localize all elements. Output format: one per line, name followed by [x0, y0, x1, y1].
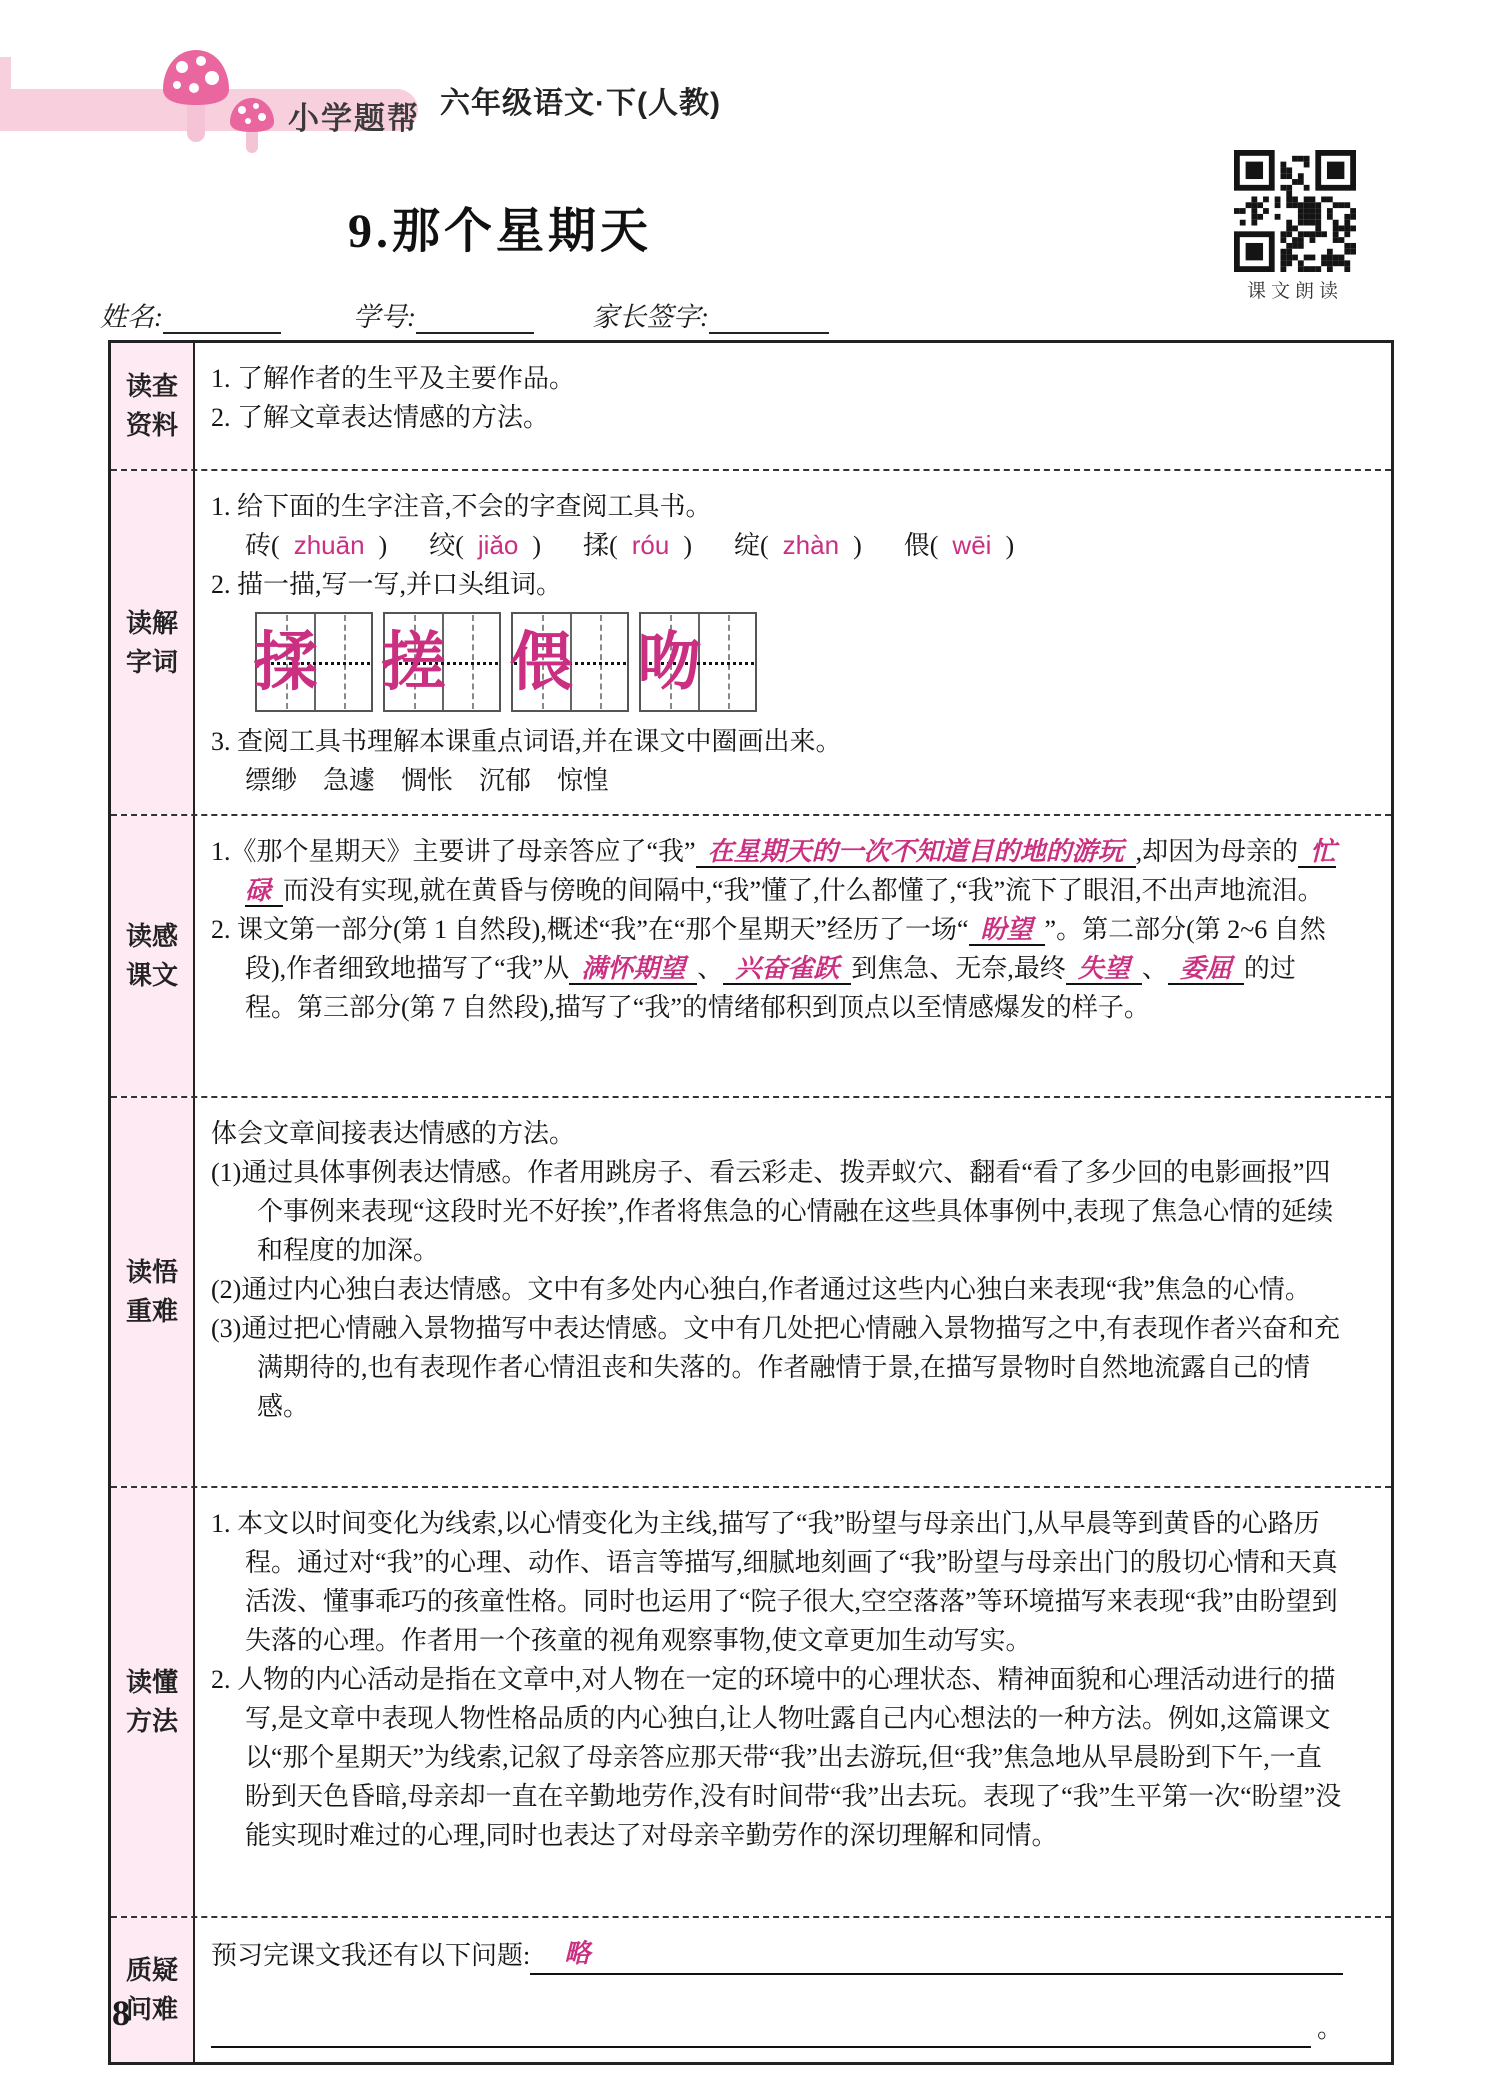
- writing-grid-cell: [509, 614, 574, 710]
- printed-text: ”。第二部分(第 2~6 自然段),作者细致地描写了“我”从: [245, 915, 1326, 983]
- section-label-cell: [111, 1918, 195, 2062]
- section-content: [195, 1918, 1391, 2062]
- fill-in-answer: 委屈: [1168, 954, 1244, 985]
- pinyin-entry: 揉( róu ): [583, 530, 692, 560]
- model-character: 揉: [253, 626, 318, 698]
- pinyin-entry: 绽( zhàn ): [733, 530, 862, 560]
- writing-grid-cell: [637, 614, 702, 710]
- section-content: [195, 1488, 1391, 1916]
- fill-in-answer: 兴奋雀跃: [723, 954, 851, 985]
- printed-text: 、: [697, 954, 724, 983]
- mushroom-icon: [228, 96, 276, 159]
- writing-grid-row: [255, 612, 1343, 712]
- section-check-materials: [111, 343, 1391, 469]
- section-label: 质疑问难: [125, 1955, 178, 2024]
- section-label-cell: [111, 471, 195, 814]
- printed-text: 1.《那个星期天》主要讲了母亲答应了“我”: [211, 837, 696, 866]
- section-content: [195, 1098, 1391, 1486]
- printed-text: 的过程。第三部分(第 7 自然段),描写了“我”的情绪郁积到顶点以至情感爆发的样子。: [245, 954, 1296, 1022]
- list-item: 2. 人物的内心活动是指在文章中,对人物在一定的环境中的心理状态、精神面貌和心理活动进行的描写,是文章中表现人物性格品质的内心独白,让人物吐露自己内心想法的一种方法。例如,这篇课文以“那个星期天”为线索,记叙了母亲答应那天带“我”出去游玩,但“我”焦急地从早晨盼到下午,一直盼到天色昏暗,母亲却一直在辛勤地劳作,没有时间带“我”出去玩。表现了“我”生平第一次“盼望”没能实现时难过的心理,同时也表达了对母亲辛勤劳作的深切理解和同情。: [211, 1665, 1342, 1850]
- pinyin-entry: 砖( zhuān ): [245, 530, 388, 560]
- writing-grid-cell: [253, 614, 318, 710]
- qr-block: [1234, 150, 1356, 303]
- list-item: (1)通过具体事例表达情感。作者用跳房子、看云彩走、拨弄蚁穴、翻看“看了多少回的电影画报”四个事例来表现“这段时光不好挨”,作者将焦急的心情融在这些具体事例中,表现了焦急心情的延续和程度的加深。: [211, 1158, 1334, 1265]
- fill-in-answer: 略: [530, 1934, 1343, 1975]
- list-item: 2. 了解文章表达情感的方法。: [211, 403, 550, 432]
- printed-text: 、: [1141, 954, 1168, 983]
- model-character: 偎: [509, 626, 574, 698]
- section-content: [195, 816, 1391, 1096]
- model-character: 搓: [381, 626, 446, 698]
- question-prompt: 预习完课文我还有以下问题:: [211, 1941, 531, 1970]
- writing-grid-cell: [314, 614, 371, 710]
- section-label: 读悟重难: [125, 1257, 178, 1326]
- pinyin-answer: zhuān: [293, 530, 365, 560]
- question-line: [211, 1934, 1343, 1975]
- section-content: [195, 471, 1391, 814]
- brand-logo-text: 小学题帮: [288, 101, 420, 136]
- writing-grid-cell: [570, 614, 627, 710]
- task-item: [211, 910, 1343, 1027]
- name-label: 姓名:: [100, 302, 163, 332]
- list-item: (3)通过把心情融入景物描写中表达情感。文中有几处把心情融入景物描写之中,有表现作者兴奋和充满期待的,也有表现作者心情沮丧和失落的。作者融情于景,在描写景物时自然地流露自己的情感。: [211, 1314, 1340, 1421]
- pinyin-answer: wēi: [952, 530, 992, 560]
- section-label-cell: [111, 343, 195, 469]
- worksheet-table: [108, 340, 1394, 2065]
- edition-label: 六年级语文·下(人教): [440, 87, 721, 120]
- section-label: 读解字词: [125, 607, 178, 677]
- printed-text: 到焦急、无奈,最终: [851, 954, 1066, 983]
- question-blank-line: [211, 2009, 1343, 2048]
- writing-grid-group: [639, 612, 757, 712]
- pinyin-entry: 偎( wēi ): [903, 530, 1015, 560]
- section-words: [111, 469, 1391, 814]
- writing-grid-cell: [698, 614, 755, 710]
- section-feel-text: [111, 814, 1391, 1096]
- fill-in-answer: 满怀期望: [569, 954, 697, 985]
- section-label-cell: [111, 816, 195, 1096]
- mushroom-icon: [160, 48, 232, 149]
- section-label: 读感课文: [125, 921, 178, 990]
- list-item: 1. 了解作者的生平及主要作品。: [211, 364, 576, 393]
- section-label: 读查资料: [125, 371, 178, 440]
- task-item: 3. 查阅工具书理解本课重点词语,并在课文中圈画出来。: [211, 727, 842, 756]
- model-character: 吻: [637, 626, 702, 698]
- fill-in-answer: 忙碌: [245, 837, 1337, 905]
- section-content: [195, 343, 1391, 469]
- parent-sign-label: 家长签字:: [592, 302, 709, 332]
- task-item: 1. 给下面的生字注音,不会的字查阅工具书。: [211, 492, 712, 521]
- pinyin-answer: jiǎo: [477, 530, 519, 560]
- list-item: 1. 本文以时间变化为线索,以心情变化为主线,描写了“我”盼望与母亲出门,从早晨等到黄昏的心路历程。通过对“我”的心理、动作、语言等描写,细腻地刻画了“我”盼望与母亲出门的殷切心情和天真活泼、懂事乖巧的孩童性格。同时也运用了“院子很大,空空落落”等环境描写来表现“我”由盼望到失落的心理。作者用一个孩童的视角观察事物,使文章更加生动写实。: [211, 1509, 1338, 1655]
- list-item: (2)通过内心独白表达情感。文中有多处内心独白,作者通过这些内心独白来表现“我”焦急的心情。: [211, 1275, 1311, 1304]
- name-blank: [163, 304, 281, 334]
- section-label-cell: [111, 1098, 195, 1486]
- section-label-cell: [111, 1488, 195, 1916]
- parent-sign-blank: [709, 304, 829, 334]
- writing-grid-cell: [442, 614, 499, 710]
- word-list: 缥缈 急遽 惆怅 沉郁 惊惶: [245, 766, 610, 795]
- section-label: 读懂方法: [125, 1667, 178, 1736]
- writing-grid-group: [383, 612, 501, 712]
- fill-in-answer: 失望: [1066, 954, 1142, 985]
- intro-line: 体会文章间接表达情感的方法。: [211, 1119, 576, 1148]
- writing-grid-group: [255, 612, 373, 712]
- student-info-row: [100, 295, 1400, 334]
- student-id-label: 学号:: [353, 302, 416, 332]
- lesson-title: 9.那个星期天: [347, 205, 652, 258]
- period-mark: 。: [1316, 2014, 1343, 2043]
- answer-blank: [211, 2014, 1311, 2048]
- writing-grid-group: [511, 612, 629, 712]
- writing-grid-cell: [381, 614, 446, 710]
- printed-text: 2. 课文第一部分(第 1 自然段),概述“我”在“那个星期天”经历了一场“: [211, 915, 969, 944]
- section-methods: [111, 1486, 1391, 1916]
- printed-text: 而没有实现,就在黄昏与傍晚的间隔中,“我”懂了,什么都懂了,“我”流下了眼泪,不出声地流泪。: [283, 876, 1324, 905]
- task-item: 2. 描一描,写一写,并口头组词。: [211, 570, 563, 599]
- section-questions: [111, 1916, 1391, 2062]
- pinyin-answer: zhàn: [782, 530, 840, 560]
- printed-text: ,却因为母亲的: [1135, 837, 1299, 866]
- task-item: [211, 832, 1343, 910]
- page-number: 8: [112, 1993, 130, 2033]
- pinyin-entry: 绞( jiǎo ): [429, 530, 542, 560]
- pinyin-answer: róu: [631, 530, 670, 560]
- qr-caption: 课文朗读: [1246, 281, 1343, 302]
- student-id-blank: [416, 304, 534, 334]
- fill-in-answer: 盼望: [969, 915, 1045, 946]
- fill-in-answer: 在星期天的一次不知道目的地的游玩: [696, 837, 1136, 868]
- qr-code: [1234, 150, 1356, 272]
- section-key-points: [111, 1096, 1391, 1486]
- pinyin-line: [211, 526, 1343, 565]
